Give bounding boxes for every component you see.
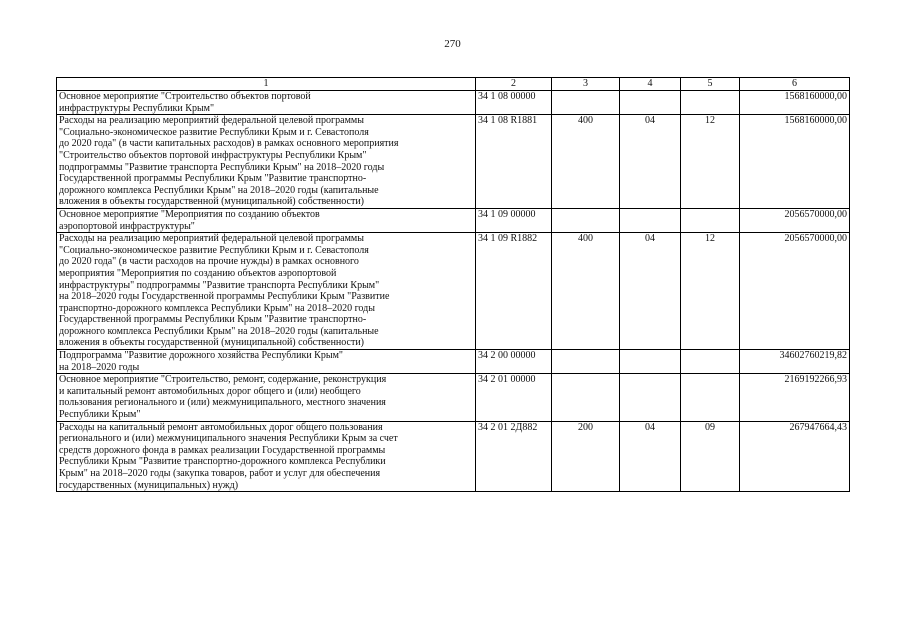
description-line: мероприятия "Мероприятия по созданию объектов аэропортовой xyxy=(59,267,337,279)
row-section xyxy=(620,208,681,232)
table-row xyxy=(57,91,850,115)
row-expense-type: 400 xyxy=(552,233,620,350)
table-row xyxy=(57,208,850,232)
description-line: "Социально-экономическое развитие Республики Крым и г. Севастополя xyxy=(59,126,369,138)
table-row xyxy=(57,374,850,421)
description-line: "Строительство объектов портовой инфраструктуры Республики Крым" xyxy=(59,149,367,161)
row-description xyxy=(57,374,476,421)
header-col-2: 2 xyxy=(476,78,552,91)
row-amount: 2056570000,00 xyxy=(740,233,850,350)
table-row xyxy=(57,421,850,492)
description-line: средств дорожного фонда в рамках реализации Государственной программы xyxy=(59,444,386,456)
row-expense-type xyxy=(552,350,620,374)
row-expense-type xyxy=(552,208,620,232)
description-line: регионального и (или) межмуниципального значения Республики Крым за счет xyxy=(59,433,398,445)
description-line: дорожного комплекса Республики Крым" на 2018–2020 годы (капитальные xyxy=(59,325,379,337)
description-line: Крым" на 2018–2020 годы (закупка товаров, работ и услуг для обеспечения xyxy=(59,468,381,479)
row-section: 04 xyxy=(620,421,681,492)
row-target-code: 34 1 08 R1881 xyxy=(476,115,552,209)
row-section: 04 xyxy=(620,115,681,209)
row-target-code: 34 2 01 2Д882 xyxy=(476,421,552,492)
description-line: Основное мероприятие "Мероприятия по созданию объектов xyxy=(59,208,320,220)
page-number: 270 xyxy=(444,38,461,50)
row-description xyxy=(57,421,476,492)
row-section xyxy=(620,350,681,374)
row-amount: 1568160000,00 xyxy=(740,115,850,209)
row-amount: 1568160000,00 xyxy=(740,91,850,115)
row-target-code: 34 1 08 00000 xyxy=(476,91,552,115)
row-amount: 267947664,43 xyxy=(740,421,850,492)
row-target-code: 34 1 09 R1882 xyxy=(476,233,552,350)
description-line: до 2020 года" (в части капитальных расходов) в рамках основного мероприятия xyxy=(59,138,399,150)
table-body xyxy=(57,91,850,492)
description-line: инфраструктуры" подпрограммы "Развитие транспорта Республики Крым" xyxy=(59,279,380,291)
description-line: Расходы на капитальный ремонт автомобильных дорог общего пользования xyxy=(59,421,383,433)
row-subsection xyxy=(681,374,740,421)
header-col-5: 5 xyxy=(681,78,740,91)
description-line: на 2018–2020 годы Государственной программы Республики Крым "Развитие xyxy=(59,291,390,303)
row-description xyxy=(57,350,476,374)
row-expense-type xyxy=(552,374,620,421)
row-expense-type xyxy=(552,91,620,115)
header-col-3: 3 xyxy=(552,78,620,91)
description-line: подпрограммы "Развитие транспорта Республики Крым" на 2018–2020 годы xyxy=(59,161,385,173)
row-subsection xyxy=(681,350,740,374)
header-col-6: 6 xyxy=(740,78,850,91)
description-line: Основное мероприятие "Строительство объектов портовой xyxy=(59,91,311,102)
row-amount: 2169192266,93 xyxy=(740,374,850,421)
description-line: Республики Крым "Развитие транспортно-дорожного комплекса Республики xyxy=(59,456,386,468)
description-line: вложения в объекты государственной (муниципальной) собственности) xyxy=(59,337,365,349)
table-row xyxy=(57,350,850,374)
budget-table xyxy=(56,77,850,492)
table-row xyxy=(57,233,850,350)
row-target-code: 34 1 09 00000 xyxy=(476,208,552,232)
header-col-4: 4 xyxy=(620,78,681,91)
row-description xyxy=(57,91,476,115)
row-target-code: 34 2 00 00000 xyxy=(476,350,552,374)
row-expense-type: 400 xyxy=(552,115,620,209)
description-line: Республики Крым" xyxy=(59,409,141,421)
header-row xyxy=(57,78,850,91)
header-col-1: 1 xyxy=(57,78,476,91)
row-description xyxy=(57,233,476,350)
description-line: Государственной программы Республики Крым "Развитие транспортно- xyxy=(59,314,367,326)
row-subsection xyxy=(681,91,740,115)
description-line: дорожного комплекса Республики Крым" на 2018–2020 годы (капитальные xyxy=(59,184,379,196)
description-line: инфраструктуры Республики Крым" xyxy=(59,102,215,114)
description-line: и капитальный ремонт автомобильных дорог общего и (или) необщего xyxy=(59,385,361,397)
row-amount: 2056570000,00 xyxy=(740,208,850,232)
description-line: до 2020 года" (в части расходов на прочие нужды) в рамках основного xyxy=(59,256,359,268)
description-line: аэропортовой инфраструктуры" xyxy=(59,220,195,232)
description-line: Государственной программы Республики Крым "Развитие транспортно- xyxy=(59,173,367,185)
description-line: Расходы на реализацию мероприятий федеральной целевой программы xyxy=(59,115,364,127)
row-section xyxy=(620,91,681,115)
row-subsection: 12 xyxy=(681,115,740,209)
row-section xyxy=(620,374,681,421)
description-line: вложения в объекты государственной (муниципальной) собственности) xyxy=(59,196,365,208)
row-amount: 34602760219,82 xyxy=(740,350,850,374)
row-target-code: 34 2 01 00000 xyxy=(476,374,552,421)
description-line: Расходы на реализацию мероприятий федеральной целевой программы xyxy=(59,233,364,245)
description-line: Подпрограмма "Развитие дорожного хозяйства Республики Крым" xyxy=(59,350,343,362)
table-row xyxy=(57,115,850,209)
description-line: транспортно-дорожного комплекса Республики Крым" на 2018–2020 годы xyxy=(59,302,375,314)
row-subsection: 09 xyxy=(681,421,740,492)
row-description xyxy=(57,208,476,232)
description-line: "Социально-экономическое развитие Республики Крым и г. Севастополя xyxy=(59,244,369,256)
description-line: на 2018–2020 годы xyxy=(59,361,140,373)
description-line: пользования регионального и (или) межмуниципального, местного значения xyxy=(59,397,386,409)
row-subsection xyxy=(681,208,740,232)
description-line: Основное мероприятие "Строительство, ремонт, содержание, реконструкция xyxy=(59,374,387,386)
row-expense-type: 200 xyxy=(552,421,620,492)
row-section: 04 xyxy=(620,233,681,350)
row-description xyxy=(57,115,476,209)
row-subsection: 12 xyxy=(681,233,740,350)
description-line: государственных (муниципальных) нужд) xyxy=(59,479,239,491)
